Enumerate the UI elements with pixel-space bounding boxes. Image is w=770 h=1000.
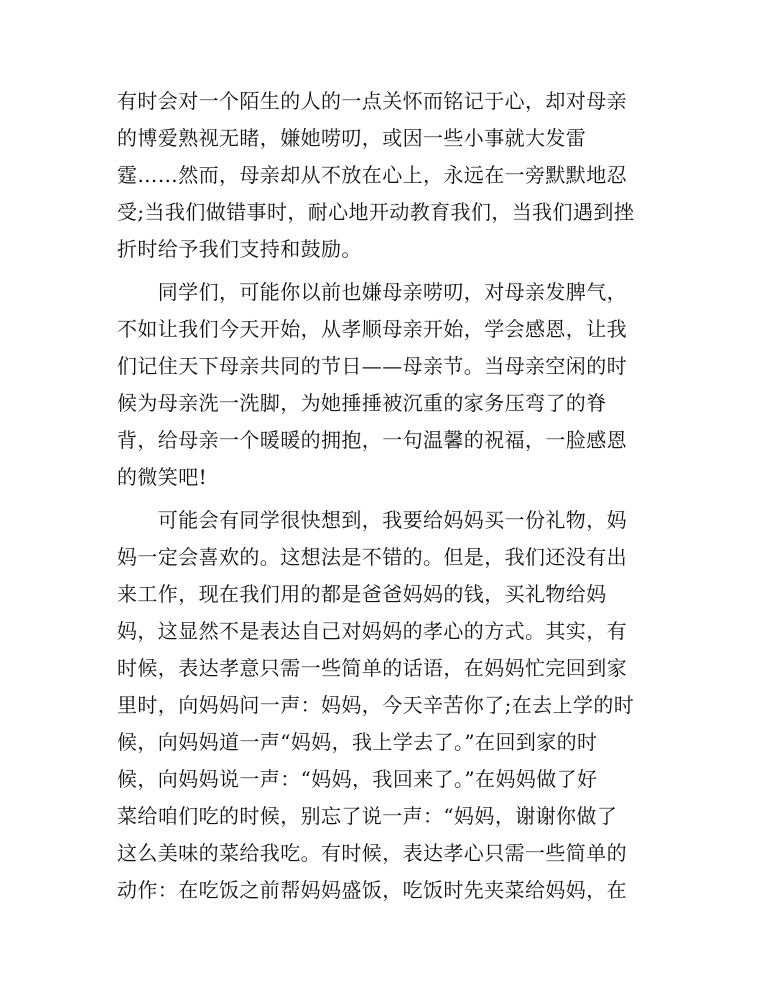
- text-line: 候，向妈妈道一声“妈妈，我上学去了。”在回到家的时: [117, 730, 598, 754]
- text-line: 折时给予我们支持和鼓励。: [117, 237, 362, 261]
- text-line: 有时会对一个陌生的人的一点关怀而铭记于心，却对母亲: [117, 89, 627, 113]
- text-line: 菜给咱们吃的时候，别忘了说一声：“妈妈，谢谢你做了: [117, 804, 618, 828]
- text-line: 里时，向妈妈问一声：妈妈，今天辛苦你了;在去上学的时: [117, 693, 635, 717]
- text-line: 霆……然而，母亲却从不放在心上，永远在一旁默默地忍: [117, 163, 627, 187]
- paragraph: [117, 83, 647, 268]
- text-line: 来工作，现在我们用的都是爸爸妈妈的钱，买礼物给妈: [117, 582, 607, 606]
- text-line: 动作：在吃饭之前帮妈妈盛饭，吃饭时先夹菜给妈妈，在: [117, 878, 627, 902]
- text-line: 可能会有同学很快想到，我要给妈妈买一份礼物，妈: [117, 508, 627, 532]
- paragraph: [117, 274, 647, 496]
- text-line: 这么美味的菜给我吃。有时候，表达孝心只需一些简单的: [117, 841, 627, 865]
- text-line: 候，向妈妈说一声：“妈妈，我回来了。”在妈妈做了好: [117, 767, 598, 791]
- text-line: 受;当我们做错事时，耐心地开动教育我们，当我们遇到挫: [117, 200, 635, 224]
- text-line: 时候，表达孝意只需一些简单的话语，在妈妈忙完回到家: [117, 656, 627, 680]
- text-line: 背，给母亲一个暖暖的拥抱，一句温馨的祝福，一脸感恩: [117, 428, 627, 452]
- text-line: 不如让我们今天开始，从孝顺母亲开始，学会感恩，让我: [117, 317, 627, 341]
- text-line: 妈，这显然不是表达自己对妈妈的孝心的方式。其实，有: [117, 619, 627, 643]
- text-line: 候为母亲洗一洗脚，为她捶捶被沉重的家务压弯了的脊: [117, 391, 607, 415]
- body-text: [117, 83, 647, 909]
- text-line: 同学们，可能你以前也嫌母亲唠叨，对母亲发脾气，: [117, 280, 627, 304]
- text-line: 的博爱熟视无睹，嫌她唠叨，或因一些小事就大发雷: [117, 126, 587, 150]
- paragraph: [117, 502, 647, 909]
- text-line: 们记住天下母亲共同的节日——母亲节。当母亲空闲的时: [117, 354, 627, 378]
- text-line: 妈一定会喜欢的。这想法是不错的。但是，我们还没有出: [117, 545, 627, 569]
- text-line: 的微笑吧!: [117, 465, 208, 489]
